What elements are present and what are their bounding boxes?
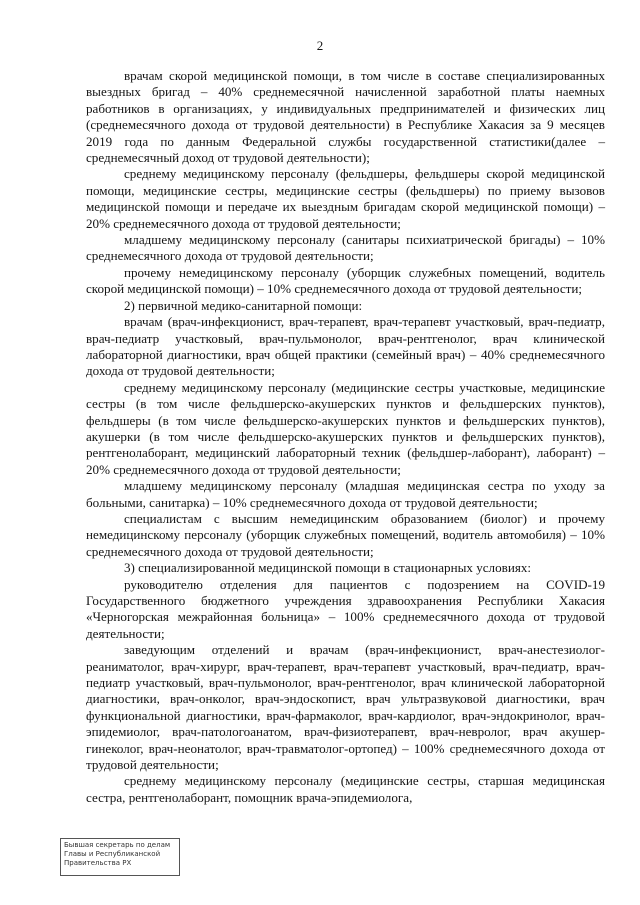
- official-stamp: [60, 838, 180, 876]
- paragraph-inpatient-heading: 3) специализированной медицинской помощи в стационарных условиях:: [124, 560, 532, 576]
- paragraph-inpatient-nurses: среднему медицинскому персоналу (медицинские сестры, старшая медицинская сестра, рентгенолаборант, помощник врача-эпидемиолога,: [86, 773, 605, 805]
- paragraph-ambulance-doctors: врачам скорой медицинской помощи, в том числе в составе специализированных выездных бригад – 40% среднемесячной начисленной заработной платы наемных работников в организациях, у индивидуальных предпринимателей и физических лиц (среднемесячного дохода от трудовой деятельности) в Республике Хакасия за 9 месяцев 2019 года по данным Федеральной службы государственной статистики(далее – среднемесячный доход от трудовой деятельности);: [86, 68, 605, 166]
- paragraph-primary-care-junior-staff: младшему медицинскому персоналу (младшая медицинская сестра по уходу за больными, санитарка) – 10% среднемесячного дохода от трудовой деятельности;: [86, 478, 605, 510]
- paragraph-primary-care-other-staff: специалистам с высшим немедицинским образованием (биолог) и прочему немедицинскому персоналу (уборщик служебных помещений, водитель автомобиля) – 10% среднемесячного дохода от трудовой деятельности;: [86, 510, 605, 559]
- paragraph-inpatient-department-head: руководителю отделения для пациентов с подозрением на COVID-19 Государственного бюджетного учреждения здравоохранения Республики Хакасия «Черногорская межрайонная больница» – 100% среднемесячного дохода от трудовой деятельности;: [86, 576, 605, 641]
- paragraph-ambulance-junior-staff: младшему медицинскому персоналу (санитары психиатрической бригады) – 10% среднемесячного дохода от трудовой деятельности;: [86, 232, 605, 264]
- paragraph-ambulance-other-staff: прочему немедицинскому персоналу (уборщик служебных помещений, водитель скорой медицинской помощи) – 10% среднемесячного дохода от трудовой деятельности;: [86, 264, 605, 297]
- document-body: [86, 68, 605, 806]
- paragraph-primary-care-heading: 2) первичной медико-санитарной помощи:: [124, 297, 363, 313]
- paragraph-ambulance-nurses: среднему медицинскому персоналу (фельдшеры, фельдшеры скорой медицинской помощи, медицинские сестры, медицинские сестры (фельдшеры) по приему вызовов медицинской помощи и передаче их выездным бригадам скорой медицинской помощи) – 20% среднемесячного дохода от трудовой деятельности;: [86, 166, 605, 231]
- paragraph-inpatient-doctors: заведующим отделений и врачам (врач-инфекционист, врач-анестезиолог-реаниматолог, врач-хирург, врач-терапевт, врач-терапевт участковый, врач-педиатр, врач-педиатр участковый, врач-пульмонолог, врач-рентгенолог, врач клинической лабораторной диагностики, врач-онколог, врач-эндоскопист, врач ультразвуковой диагностики, врач функциональной диагностики, врач-фармаколог, врач-кардиолог, врач-эндокринолог, врач-эпидемиолог, врач-патологоанатом, врач-физиотерапевт, врач-невролог, врач акушер-гинеколог, врач-неонатолог, врач-травматолог-ортопед) – 100% среднемесячного дохода от трудовой деятельности;: [86, 642, 605, 773]
- stamp-line: Правительства РХ: [64, 859, 132, 867]
- page-number: 2: [316, 38, 324, 53]
- stamp-line: Бывшая секретарь по делам: [64, 841, 171, 849]
- paragraph-primary-care-doctors: врачам (врач-инфекционист, врач-терапевт, врач-терапевт участковый, врач-педиатр, врач-педиатр участковый, врач-пульмонолог, врач-рентгенолог, врач клинической лабораторной диагностики, врач общей практики (семейный врач) – 40% среднемесячного дохода от трудовой деятельности;: [86, 314, 605, 379]
- paragraph-primary-care-nurses: среднему медицинскому персоналу (медицинские сестры участковые, медицинские сестры (в том числе фельдшерско-акушерских пунктов и фельдшерских пунктов), фельдшеры (в том числе фельдшерско-акушерских пунктов и фельдшерских пунктов), акушерки (в том числе фельдшерско-акушерских пунктов и фельдшерских пунктов), рентгенолаборант, медицинский лабораторный техник (фельдшер-лаборант), лаборант) – 20% среднемесячного дохода от трудовой деятельности;: [86, 379, 605, 477]
- stamp-line: Главы и Республиканской: [64, 850, 161, 858]
